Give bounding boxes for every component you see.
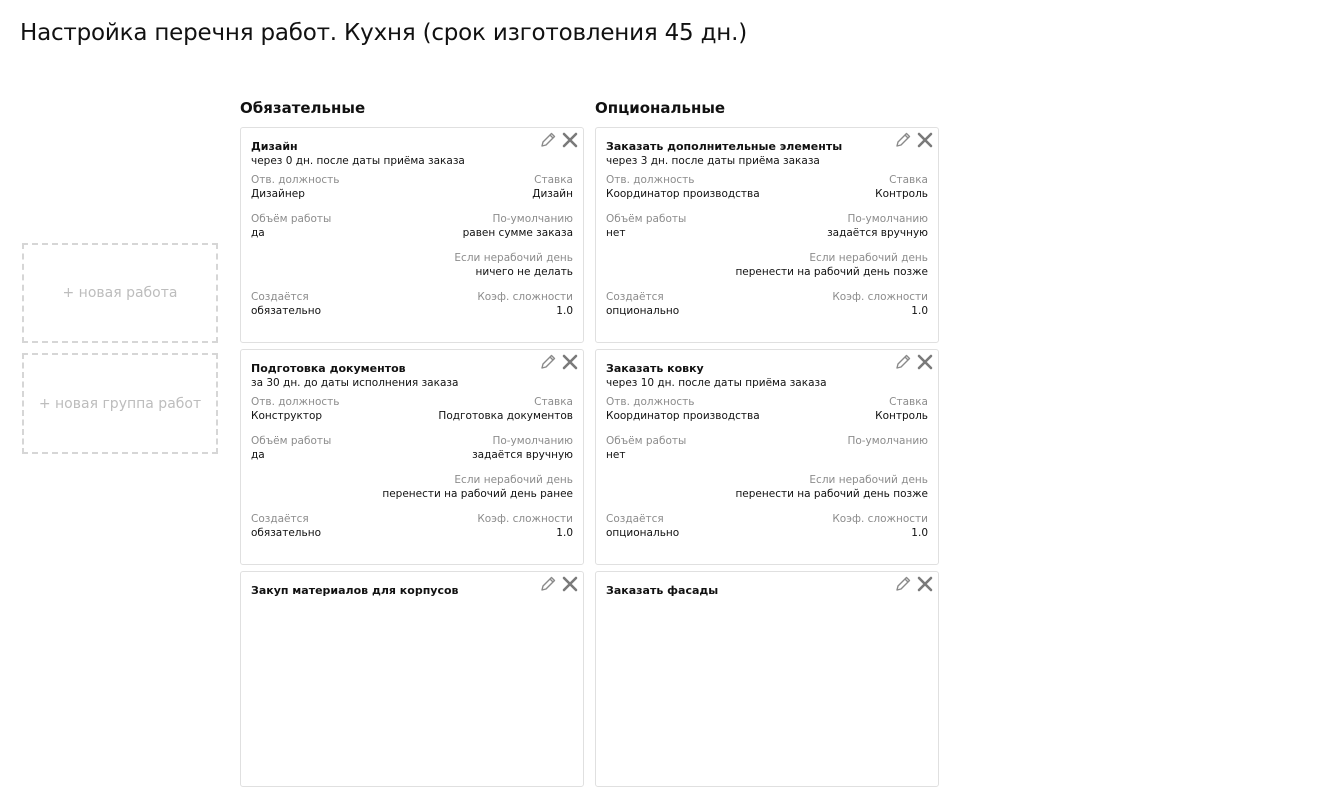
field-label: По-умолчанию (492, 213, 573, 225)
work-schedule: через 10 дн. после даты приёма заказа (606, 377, 827, 389)
field-volume (251, 212, 331, 240)
field-value: задаётся вручную (827, 227, 928, 239)
field-value: Контроль (875, 188, 928, 200)
field-value: Координатор производства (606, 188, 760, 200)
field-label: Если нерабочий день (809, 252, 928, 264)
field-label: Ставка (534, 174, 573, 186)
column-title: Обязательные (240, 99, 366, 117)
work-schedule: за 30 дн. до даты исполнения заказа (251, 377, 459, 389)
field-default (827, 212, 928, 240)
pencil-icon[interactable] (539, 131, 557, 149)
field-value: ничего не делать (475, 266, 573, 278)
close-icon[interactable] (561, 575, 579, 593)
field-position (606, 395, 760, 423)
field-row (606, 212, 928, 240)
close-icon[interactable] (916, 131, 934, 149)
field-rate (438, 395, 573, 423)
field-value: да (251, 227, 265, 239)
work-name: Заказать фасады (606, 584, 719, 597)
field-row (251, 512, 573, 540)
pencil-icon[interactable] (894, 131, 912, 149)
field-position (251, 173, 339, 201)
field-value: обязательно (251, 305, 321, 317)
field-value: равен сумме заказа (462, 227, 573, 239)
field-row (606, 434, 928, 462)
close-icon[interactable] (916, 575, 934, 593)
field-label: Объём работы (251, 213, 332, 225)
pencil-icon[interactable] (894, 575, 912, 593)
field-position (251, 395, 339, 423)
field-label: Если нерабочий день (454, 252, 573, 264)
card-actions (894, 575, 934, 593)
field-coef (832, 290, 928, 318)
field-default (463, 212, 573, 240)
field-value: перенести на рабочий день позже (735, 266, 928, 278)
field-value: опционально (606, 305, 680, 317)
field-label: Объём работы (606, 435, 687, 447)
field-label: Коэф. сложности (832, 291, 928, 303)
field-label: Отв. должность (606, 396, 695, 408)
pencil-icon[interactable] (539, 575, 557, 593)
field-value: 1.0 (911, 305, 928, 317)
field-rate (875, 173, 928, 201)
field-label: Если нерабочий день (809, 474, 928, 486)
field-row (251, 251, 573, 279)
field-label: Ставка (534, 396, 573, 408)
close-icon[interactable] (561, 353, 579, 371)
new-work-button[interactable]: + новая работа (22, 243, 218, 343)
field-row (251, 395, 573, 423)
field-value: 1.0 (911, 527, 928, 539)
pencil-icon[interactable] (894, 353, 912, 371)
field-created (251, 290, 321, 318)
field-coef (477, 512, 573, 540)
field-nonwork (382, 473, 573, 501)
field-row (251, 290, 573, 318)
field-label: Коэф. сложности (477, 291, 573, 303)
field-rate (532, 173, 573, 201)
field-value: задаётся вручную (472, 449, 573, 461)
field-label: Объём работы (251, 435, 332, 447)
column-title: Опциональные (595, 99, 726, 117)
field-value: нет (606, 227, 626, 239)
pencil-icon[interactable] (539, 353, 557, 371)
field-value: 1.0 (556, 305, 573, 317)
field-row (251, 434, 573, 462)
column-optional (595, 98, 939, 793)
field-value: Дизайнер (251, 188, 305, 200)
field-row (251, 473, 573, 501)
work-name: Подготовка документов (251, 362, 406, 375)
work-card (240, 571, 584, 787)
field-row (251, 173, 573, 201)
new-work-group-button[interactable]: + новая группа работ (22, 353, 218, 454)
field-value: Конструктор (251, 410, 323, 422)
card-actions (539, 131, 579, 149)
field-row (606, 473, 928, 501)
work-schedule: через 3 дн. после даты приёма заказа (606, 155, 820, 167)
field-created (251, 512, 321, 540)
field-label: Создаётся (606, 291, 664, 303)
field-value: нет (606, 449, 626, 461)
field-label: Создаётся (251, 291, 309, 303)
field-label: Если нерабочий день (454, 474, 573, 486)
field-label: Отв. должность (251, 396, 340, 408)
field-row (606, 512, 928, 540)
field-label: Коэф. сложности (477, 513, 573, 525)
field-volume (251, 434, 331, 462)
card-actions (539, 353, 579, 371)
field-value: перенести на рабочий день ранее (382, 488, 573, 500)
field-value: обязательно (251, 527, 321, 539)
work-card (595, 349, 939, 565)
field-default (472, 434, 573, 462)
field-value: Дизайн (532, 188, 573, 200)
field-value: 1.0 (556, 527, 573, 539)
work-name: Дизайн (251, 140, 298, 153)
field-coef (832, 512, 928, 540)
field-row (606, 173, 928, 201)
work-card (595, 571, 939, 787)
field-label: По-умолчанию (492, 435, 573, 447)
field-label: Отв. должность (606, 174, 695, 186)
field-created (606, 290, 679, 318)
field-label: Создаётся (251, 513, 309, 525)
field-nonwork (735, 473, 928, 501)
close-icon[interactable] (561, 131, 579, 149)
work-schedule: через 0 дн. после даты приёма заказа (251, 155, 465, 167)
field-label: По-умолчанию (847, 213, 928, 225)
work-name: Заказать дополнительные элементы (606, 140, 843, 153)
work-card (595, 127, 939, 343)
field-label: Создаётся (606, 513, 664, 525)
close-icon[interactable] (916, 353, 934, 371)
field-nonwork (454, 251, 573, 279)
field-value: Подготовка документов (438, 410, 573, 422)
card-actions (894, 131, 934, 149)
field-default (847, 434, 928, 462)
field-label: Коэф. сложности (832, 513, 928, 525)
field-row (606, 290, 928, 318)
field-label: По-умолчанию (847, 435, 928, 447)
field-row (606, 251, 928, 279)
field-row (606, 395, 928, 423)
field-position (606, 173, 760, 201)
field-row (251, 212, 573, 240)
field-volume (606, 212, 686, 240)
work-card (240, 127, 584, 343)
field-volume (606, 434, 686, 462)
column-mandatory (240, 98, 584, 793)
field-label: Ставка (889, 174, 928, 186)
card-actions (539, 575, 579, 593)
field-nonwork (735, 251, 928, 279)
field-label: Объём работы (606, 213, 687, 225)
field-value: да (251, 449, 265, 461)
field-value (847, 448, 928, 462)
card-actions (894, 353, 934, 371)
work-name: Закуп материалов для корпусов (251, 584, 459, 597)
field-value: опционально (606, 527, 680, 539)
field-rate (875, 395, 928, 423)
field-coef (477, 290, 573, 318)
field-value: Координатор производства (606, 410, 760, 422)
field-value: перенести на рабочий день позже (735, 488, 928, 500)
field-label: Отв. должность (251, 174, 340, 186)
work-card (240, 349, 584, 565)
field-label: Ставка (889, 396, 928, 408)
work-name: Заказать ковку (606, 362, 704, 375)
field-created (606, 512, 679, 540)
field-value: Контроль (875, 410, 928, 422)
page-title: Настройка перечня работ. Кухня (срок изготовления 45 дн.) (20, 20, 748, 46)
